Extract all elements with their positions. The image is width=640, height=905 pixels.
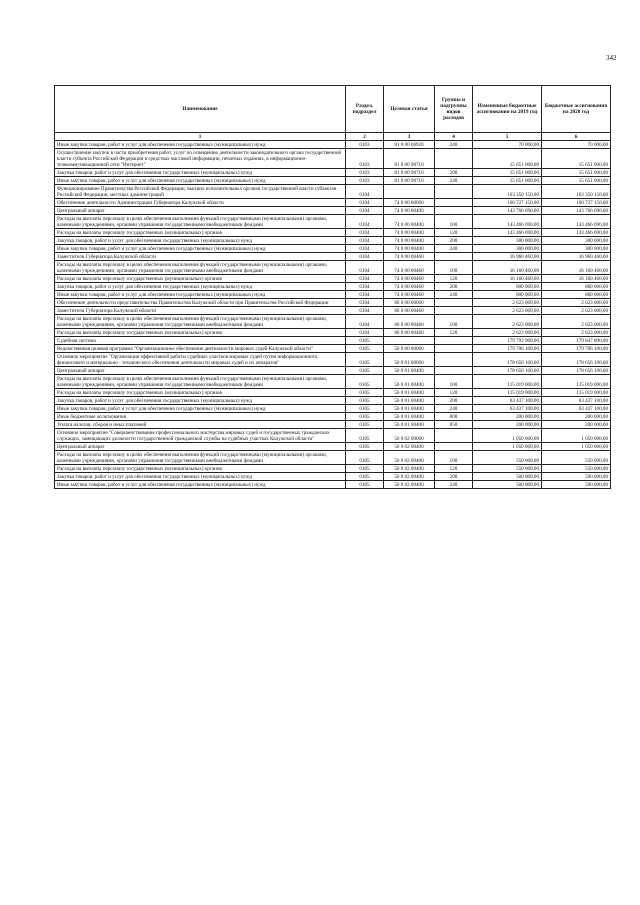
cell-article: 86 0 00 00460 bbox=[384, 329, 435, 337]
cell-group: 800 bbox=[435, 413, 473, 421]
cell-article: 74 0 00 00400 bbox=[384, 215, 435, 229]
table-row bbox=[55, 443, 611, 451]
cell-amount-2020: 2 623 000,00 bbox=[542, 315, 611, 329]
cell-article: 56 0 01 00400 bbox=[384, 375, 435, 389]
cell-amount-2019: 500 000,00 bbox=[473, 473, 542, 481]
cell-amount-2019: 15 651 000,00 bbox=[473, 169, 542, 177]
cell-group: 240 bbox=[435, 177, 473, 185]
cell-name: Обеспечение деятельности представительства Правительства Калужской области при Правительстве Российской Федерации bbox=[55, 299, 346, 307]
cell-amount-2020: 115 019 000,00 bbox=[542, 375, 611, 389]
table-row bbox=[55, 245, 611, 253]
cell-name: Центральный аппарат bbox=[55, 443, 346, 451]
cell-amount-2020: 1 050 000,00 bbox=[542, 443, 611, 451]
cell-name: Расходы на выплаты персоналу в целях обеспечения выполнения функций государственными (муниципальными) органами, казенными учреждениями, органами управления государственными внебюджетными фондами bbox=[55, 451, 346, 465]
cell-group: 240 bbox=[435, 405, 473, 413]
cell-group: 850 bbox=[435, 421, 473, 429]
cell-amount-2019: 178 656 100,00 bbox=[473, 367, 542, 375]
cell-amount-2019: 15 651 000,00 bbox=[473, 149, 542, 169]
cell-name: Осуществление закупок в части приобретения работ, услуг по освещению деятельности законодательного органа государственной власти субъекта Российской Федерации в средствах массовой информации, печатных изданиях, в информационно-телекоммуникационной сети "Интернет" bbox=[55, 149, 346, 169]
cell-group: 120 bbox=[435, 389, 473, 397]
cell-amount-2020: 70 000,00 bbox=[542, 141, 611, 149]
cell-amount-2019: 2 623 000,00 bbox=[473, 329, 542, 337]
cell-amount-2020: 16 960 460,00 bbox=[542, 253, 611, 261]
cell-name: Расходы на выплаты персоналу государственных (муниципальных) органов bbox=[55, 329, 346, 337]
cell-name: Иные бюджетные ассигнования bbox=[55, 413, 346, 421]
cell-name: Центральный аппарат bbox=[55, 207, 346, 215]
cell-name: Иные закупки товаров, работ и услуг для обеспечения государственных (муниципальных) нужд bbox=[55, 141, 346, 149]
cell-article: 86 0 00 00460 bbox=[384, 307, 435, 315]
table-row bbox=[55, 177, 611, 185]
cell-amount-2019: 800 000,00 bbox=[473, 283, 542, 291]
header-amount-2019: Измененные бюджетные ассигнования на 2019 год bbox=[473, 86, 542, 133]
table-row bbox=[55, 421, 611, 429]
cell-section: 0105 bbox=[346, 443, 384, 451]
cell-article: 81 0 00 98710 bbox=[384, 149, 435, 169]
cell-article: 74 0 00 00400 bbox=[384, 229, 435, 237]
cell-group bbox=[435, 199, 473, 207]
cell-name: Центральный аппарат bbox=[55, 367, 346, 375]
cell-amount-2020: 2 623 000,00 bbox=[542, 307, 611, 315]
cell-group bbox=[435, 307, 473, 315]
cell-group: 100 bbox=[435, 261, 473, 275]
cell-name: Расходы на выплаты персоналу государственных (муниципальных) органов bbox=[55, 229, 346, 237]
cell-group: 240 bbox=[435, 291, 473, 299]
cell-amount-2020: 550 000,00 bbox=[542, 451, 611, 465]
cell-amount-2020: 160 727 150,00 bbox=[542, 199, 611, 207]
table-row bbox=[55, 413, 611, 421]
cell-amount-2019: 800 000,00 bbox=[473, 291, 542, 299]
cell-amount-2020: 1 050 000,00 bbox=[542, 429, 611, 443]
cell-amount-2020: 16 160 460,00 bbox=[542, 261, 611, 275]
cell-name: Иные закупки товаров, работ и услуг для обеспечения государственных (муниципальных) нужд bbox=[55, 177, 346, 185]
cell-name: Закупка товаров, работ и услуг для обеспечения государственных (муниципальных) нужд bbox=[55, 397, 346, 405]
cell-amount-2020: 300 000,00 bbox=[542, 245, 611, 253]
cell-section: 0103 bbox=[346, 169, 384, 177]
table-body bbox=[55, 133, 611, 489]
cell-amount-2019: 179 793 900,00 bbox=[473, 337, 542, 345]
cell-name: Закупка товаров, работ и услуг для обеспечения государственных (муниципальных) нужд bbox=[55, 169, 346, 177]
cell-article: 86 0 00 00000 bbox=[384, 299, 435, 307]
cell-amount-2019: 143 766 690,00 bbox=[473, 207, 542, 215]
cell-amount-2020: 500 000,00 bbox=[542, 473, 611, 481]
table-row bbox=[55, 261, 611, 275]
cell-group: 100 bbox=[435, 375, 473, 389]
cell-group: 240 bbox=[435, 245, 473, 253]
cell-amount-2020: 200 000,00 bbox=[542, 413, 611, 421]
column-number: 2 bbox=[346, 133, 384, 141]
cell-article: 74 0 00 00460 bbox=[384, 261, 435, 275]
cell-name: Закупка товаров, работ и услуг для обеспечения государственных (муниципальных) нужд bbox=[55, 237, 346, 245]
cell-amount-2019: 2 623 000,00 bbox=[473, 307, 542, 315]
cell-name: Закупка товаров, работ и услуг для обеспечения государственных (муниципальных) нужд bbox=[55, 473, 346, 481]
cell-group: 100 bbox=[435, 215, 473, 229]
cell-section: 0105 bbox=[346, 337, 384, 345]
cell-amount-2019: 550 000,00 bbox=[473, 451, 542, 465]
cell-name: Ведомственная целевая программа "Организационное обеспечение деятельности мировых судей Калужской области" bbox=[55, 345, 346, 353]
cell-section: 0105 bbox=[346, 389, 384, 397]
cell-section: 0105 bbox=[346, 353, 384, 367]
cell-article: 74 0 00 00460 bbox=[384, 275, 435, 283]
header-article: Целевая статья bbox=[384, 86, 435, 133]
cell-article: 74 0 00 00400 bbox=[384, 207, 435, 215]
cell-amount-2019: 1 050 000,00 bbox=[473, 429, 542, 443]
cell-amount-2019: 63 437 100,00 bbox=[473, 405, 542, 413]
cell-amount-2020: 15 651 000,00 bbox=[542, 169, 611, 177]
header-section: Раздел, подраздел bbox=[346, 86, 384, 133]
cell-group bbox=[435, 299, 473, 307]
cell-section: 0104 bbox=[346, 291, 384, 299]
cell-article: 56 0 02 00400 bbox=[384, 443, 435, 451]
cell-section: 0105 bbox=[346, 429, 384, 443]
cell-group bbox=[435, 353, 473, 367]
table-row bbox=[55, 283, 611, 291]
table-row bbox=[55, 389, 611, 397]
cell-section: 0105 bbox=[346, 375, 384, 389]
cell-amount-2019: 16 960 460,00 bbox=[473, 253, 542, 261]
cell-amount-2019: 63 437 100,00 bbox=[473, 397, 542, 405]
cell-article: 74 0 00 00460 bbox=[384, 283, 435, 291]
column-number: 6 bbox=[542, 133, 611, 141]
cell-article: 81 0 00 98710 bbox=[384, 177, 435, 185]
cell-section: 0104 bbox=[346, 237, 384, 245]
cell-group bbox=[435, 253, 473, 261]
cell-group: 120 bbox=[435, 465, 473, 473]
cell-group bbox=[435, 185, 473, 199]
cell-article: 56 0 01 00400 bbox=[384, 389, 435, 397]
cell-amount-2019: 115 019 000,00 bbox=[473, 389, 542, 397]
cell-section: 0103 bbox=[346, 149, 384, 169]
cell-group: 120 bbox=[435, 229, 473, 237]
table-row bbox=[55, 199, 611, 207]
cell-name: Иные закупки товаров, работ и услуг для обеспечения государственных (муниципальных) нужд bbox=[55, 245, 346, 253]
cell-amount-2019: 163 350 150,00 bbox=[473, 185, 542, 199]
cell-amount-2019: 300 000,00 bbox=[473, 245, 542, 253]
cell-group bbox=[435, 429, 473, 443]
budget-table bbox=[54, 85, 611, 489]
cell-article bbox=[384, 337, 435, 345]
cell-amount-2019: 143 466 690,00 bbox=[473, 229, 542, 237]
cell-article: 56 0 02 00400 bbox=[384, 451, 435, 465]
header-row bbox=[55, 86, 611, 133]
cell-name: Расходы на выплаты персоналу в целях обеспечения выполнения функций государственными (муниципальными) органами, казенными учреждениями, органами управления государственными внебюджетными фондами bbox=[55, 261, 346, 275]
cell-section: 0104 bbox=[346, 253, 384, 261]
cell-group: 120 bbox=[435, 329, 473, 337]
cell-group: 240 bbox=[435, 481, 473, 489]
cell-group: 100 bbox=[435, 315, 473, 329]
cell-article: 86 0 00 00460 bbox=[384, 315, 435, 329]
table-row bbox=[55, 141, 611, 149]
table-row bbox=[55, 229, 611, 237]
cell-amount-2020: 15 651 000,00 bbox=[542, 177, 611, 185]
cell-section: 0104 bbox=[346, 315, 384, 329]
table-row bbox=[55, 375, 611, 389]
table-row bbox=[55, 307, 611, 315]
cell-amount-2020: 200 000,00 bbox=[542, 421, 611, 429]
cell-amount-2020: 63 437 100,00 bbox=[542, 405, 611, 413]
cell-name: Расходы на выплаты персоналу государственных (муниципальных) органов bbox=[55, 275, 346, 283]
cell-amount-2019: 550 000,00 bbox=[473, 465, 542, 473]
cell-amount-2020: 63 437 100,00 bbox=[542, 397, 611, 405]
cell-article: 56 0 01 00400 bbox=[384, 397, 435, 405]
cell-amount-2020: 300 000,00 bbox=[542, 237, 611, 245]
table-row bbox=[55, 367, 611, 375]
cell-amount-2019: 178 656 100,00 bbox=[473, 353, 542, 367]
cell-section: 0104 bbox=[346, 245, 384, 253]
cell-article: 56 0 02 00400 bbox=[384, 473, 435, 481]
cell-amount-2020: 163 350 150,00 bbox=[542, 185, 611, 199]
cell-section: 0105 bbox=[346, 465, 384, 473]
cell-amount-2020: 143 766 690,00 bbox=[542, 207, 611, 215]
cell-section: 0104 bbox=[346, 329, 384, 337]
cell-group: 200 bbox=[435, 283, 473, 291]
cell-name: Основное мероприятие "Организация эффективной работы судебных участков мировых судей путем информационного, финансового и материально - технического обеспечения деятельности мировых судей и их аппаратов" bbox=[55, 353, 346, 367]
cell-group: 120 bbox=[435, 275, 473, 283]
cell-section: 0104 bbox=[346, 307, 384, 315]
cell-amount-2019: 16 160 460,00 bbox=[473, 275, 542, 283]
cell-amount-2020: 179 706 100,00 bbox=[542, 345, 611, 353]
column-number-row bbox=[55, 133, 611, 141]
cell-group: 200 bbox=[435, 397, 473, 405]
cell-group bbox=[435, 337, 473, 345]
cell-name: Уплата налогов, сборов и иных платежей bbox=[55, 421, 346, 429]
cell-name: Функционирование Правительства Российской Федерации, высших исполнительных органов государственной власти субъектов Российской Федерации, местных администраций bbox=[55, 185, 346, 199]
cell-name: Иные закупки товаров, работ и услуг для обеспечения государственных (муниципальных) нужд bbox=[55, 405, 346, 413]
cell-amount-2020: 143 466 690,00 bbox=[542, 229, 611, 237]
cell-group bbox=[435, 443, 473, 451]
cell-amount-2019: 16 160 460,00 bbox=[473, 261, 542, 275]
cell-name: Судебная система bbox=[55, 337, 346, 345]
cell-name: Расходы на выплаты персоналу в целях обеспечения выполнения функций государственными (муниципальными) органами, казенными учреждениями, органами управления государственными внебюджетными фондами bbox=[55, 215, 346, 229]
header-group: Группы и подгруппы видов расходов bbox=[435, 86, 473, 133]
table-row bbox=[55, 429, 611, 443]
cell-amount-2020: 800 000,00 bbox=[542, 283, 611, 291]
cell-article: 81 0 00 00920 bbox=[384, 141, 435, 149]
cell-amount-2019: 70 000,00 bbox=[473, 141, 542, 149]
table-row bbox=[55, 473, 611, 481]
cell-article: 56 0 01 00400 bbox=[384, 405, 435, 413]
cell-amount-2020: 500 000,00 bbox=[542, 481, 611, 489]
cell-section: 0104 bbox=[346, 229, 384, 237]
cell-section: 0104 bbox=[346, 215, 384, 229]
column-number: 5 bbox=[473, 133, 542, 141]
cell-article: 56 0 02 00000 bbox=[384, 429, 435, 443]
cell-name: Расходы на выплаты персоналу государственных (муниципальных) органов bbox=[55, 465, 346, 473]
table-row bbox=[55, 149, 611, 169]
cell-amount-2019: 160 727 150,00 bbox=[473, 199, 542, 207]
cell-amount-2019: 1 050 000,00 bbox=[473, 443, 542, 451]
cell-group: 100 bbox=[435, 451, 473, 465]
cell-amount-2020: 550 000,00 bbox=[542, 465, 611, 473]
cell-name: Иные закупки товаров, работ и услуг для обеспечения государственных (муниципальных) нужд bbox=[55, 291, 346, 299]
cell-amount-2020: 178 656 100,00 bbox=[542, 367, 611, 375]
cell-amount-2020: 800 000,00 bbox=[542, 291, 611, 299]
cell-section: 0105 bbox=[346, 397, 384, 405]
cell-article bbox=[384, 185, 435, 199]
table-row bbox=[55, 465, 611, 473]
table-row bbox=[55, 397, 611, 405]
cell-amount-2020: 16 160 460,00 bbox=[542, 275, 611, 283]
cell-article: 74 0 00 00460 bbox=[384, 291, 435, 299]
cell-section: 0105 bbox=[346, 405, 384, 413]
cell-name: Расходы на выплаты персоналу в целях обеспечения выполнения функций государственными (муниципальными) органами, казенными учреждениями, органами управления государственными внебюджетными фондами bbox=[55, 375, 346, 389]
cell-article: 56 0 01 00400 bbox=[384, 413, 435, 421]
cell-group bbox=[435, 345, 473, 353]
table-row bbox=[55, 291, 611, 299]
cell-amount-2020: 2 623 000,00 bbox=[542, 329, 611, 337]
cell-section: 0105 bbox=[346, 421, 384, 429]
cell-amount-2019: 200 000,00 bbox=[473, 421, 542, 429]
cell-section: 0104 bbox=[346, 199, 384, 207]
cell-section: 0104 bbox=[346, 275, 384, 283]
table-row bbox=[55, 481, 611, 489]
table-row bbox=[55, 237, 611, 245]
cell-amount-2019: 2 623 000,00 bbox=[473, 299, 542, 307]
cell-amount-2019: 200 000,00 bbox=[473, 413, 542, 421]
cell-section: 0104 bbox=[346, 207, 384, 215]
cell-group bbox=[435, 149, 473, 169]
cell-amount-2020: 179 847 800,00 bbox=[542, 337, 611, 345]
cell-article: 81 0 00 98710 bbox=[384, 169, 435, 177]
cell-amount-2019: 500 000,00 bbox=[473, 481, 542, 489]
cell-name: Расходы на выплаты персоналу государственных (муниципальных) органов bbox=[55, 389, 346, 397]
cell-article: 74 0 00 00460 bbox=[384, 253, 435, 261]
cell-name: Иные закупки товаров, работ и услуг для обеспечения государственных (муниципальных) нужд bbox=[55, 481, 346, 489]
cell-group: 200 bbox=[435, 237, 473, 245]
cell-amount-2020: 143 466 690,00 bbox=[542, 215, 611, 229]
table-row bbox=[55, 253, 611, 261]
cell-group bbox=[435, 367, 473, 375]
cell-amount-2020: 15 651 000,00 bbox=[542, 149, 611, 169]
cell-section: 0105 bbox=[346, 413, 384, 421]
header-amount-2020: Бюджетные ассигнования на 2020 год bbox=[542, 86, 611, 133]
cell-article: 74 0 00 00400 bbox=[384, 237, 435, 245]
cell-section: 0104 bbox=[346, 261, 384, 275]
cell-name: Расходы на выплаты персоналу в целях обеспечения выполнения функций государственными (муниципальными) органами, казенными учреждениями, органами управления государственными внебюджетными фондами bbox=[55, 315, 346, 329]
column-number: 3 bbox=[384, 133, 435, 141]
table-row bbox=[55, 185, 611, 199]
cell-group: 240 bbox=[435, 141, 473, 149]
cell-amount-2020: 2 623 000,00 bbox=[542, 299, 611, 307]
cell-section: 0105 bbox=[346, 451, 384, 465]
cell-section: 0104 bbox=[346, 283, 384, 291]
cell-section: 0105 bbox=[346, 345, 384, 353]
cell-amount-2020: 115 019 000,00 bbox=[542, 389, 611, 397]
table-row bbox=[55, 345, 611, 353]
cell-amount-2019: 15 651 000,00 bbox=[473, 177, 542, 185]
cell-article: 56 0 01 00000 bbox=[384, 353, 435, 367]
table-row bbox=[55, 315, 611, 329]
page-number: 342 bbox=[606, 54, 617, 62]
cell-amount-2019: 179 706 100,00 bbox=[473, 345, 542, 353]
header-name: Наименование bbox=[55, 86, 346, 133]
table-row bbox=[55, 169, 611, 177]
cell-name: Заместители Губернатора Калужской области bbox=[55, 307, 346, 315]
cell-article: 56 0 02 00400 bbox=[384, 465, 435, 473]
cell-group: 200 bbox=[435, 169, 473, 177]
cell-section: 0105 bbox=[346, 481, 384, 489]
cell-section: 0104 bbox=[346, 185, 384, 199]
cell-amount-2020: 178 656 100,00 bbox=[542, 353, 611, 367]
cell-group bbox=[435, 207, 473, 215]
cell-amount-2019: 300 000,00 bbox=[473, 237, 542, 245]
cell-section: 0105 bbox=[346, 367, 384, 375]
table-row bbox=[55, 337, 611, 345]
cell-article: 56 0 02 00400 bbox=[384, 481, 435, 489]
cell-article: 56 0 00 00000 bbox=[384, 345, 435, 353]
table-row bbox=[55, 405, 611, 413]
table-row bbox=[55, 329, 611, 337]
cell-section: 0103 bbox=[346, 141, 384, 149]
cell-amount-2019: 115 019 000,00 bbox=[473, 375, 542, 389]
table-row bbox=[55, 275, 611, 283]
column-number: 1 bbox=[55, 133, 346, 141]
cell-section: 0103 bbox=[346, 177, 384, 185]
cell-amount-2019: 143 466 690,00 bbox=[473, 215, 542, 229]
column-number: 4 bbox=[435, 133, 473, 141]
cell-section: 0105 bbox=[346, 473, 384, 481]
table-row bbox=[55, 207, 611, 215]
cell-name: Заместители Губернатора Калужской области bbox=[55, 253, 346, 261]
cell-name: Обеспечение деятельности Администрации Губернатора Калужской области bbox=[55, 199, 346, 207]
cell-article: 56 0 01 00400 bbox=[384, 421, 435, 429]
table-row bbox=[55, 299, 611, 307]
cell-group: 200 bbox=[435, 473, 473, 481]
table-row bbox=[55, 215, 611, 229]
cell-amount-2019: 2 623 000,00 bbox=[473, 315, 542, 329]
cell-section: 0104 bbox=[346, 299, 384, 307]
cell-article: 74 0 00 00000 bbox=[384, 199, 435, 207]
table-row bbox=[55, 353, 611, 367]
cell-article: 56 0 01 00400 bbox=[384, 367, 435, 375]
cell-article: 74 0 00 00400 bbox=[384, 245, 435, 253]
cell-name: Основное мероприятие "Совершенствование профессионального мастерства мировых судей и государственных гражданских служащих, замещающих должности государственной гражданской службы на судебных участках Калужской области" bbox=[55, 429, 346, 443]
cell-name: Закупка товаров, работ и услуг для обеспечения государственных (муниципальных) нужд bbox=[55, 283, 346, 291]
table-row bbox=[55, 451, 611, 465]
